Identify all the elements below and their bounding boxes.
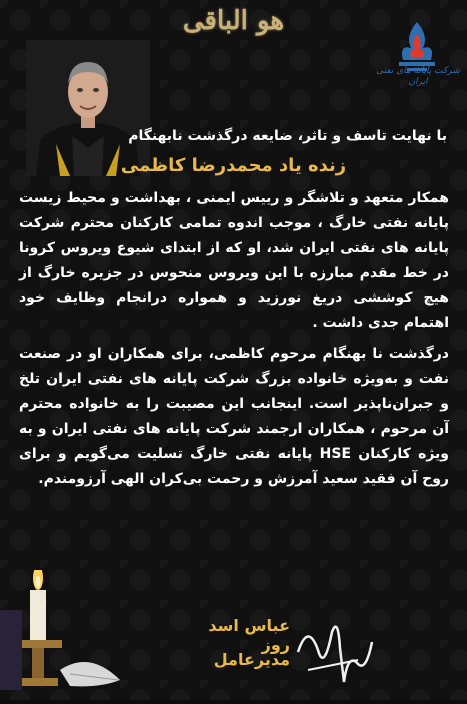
signer-name: عباس اسد روز — [208, 616, 290, 654]
announcement-body — [19, 186, 449, 498]
condolence-heading: با نهایت تاسف و تاثر، ضایعه درگذشت نابهنگام — [128, 128, 447, 144]
handwritten-signature — [288, 612, 378, 692]
candle-illustration — [0, 570, 140, 700]
body-paragraph: همکار متعهد و تلاشگر و رییس ایمنی ، بهداشت و محیط زیست پایانه نفتی خارگ ، موجب اندوه تمامی کارکنان محترم شرکت پایانه های نفتی ایران شد، او که از ابتدای شیوع ویروس کرونا در خط مقدم مبارزه با این ویروس منحوس در جزیره خارگ از هیچ کوششی دریغ نورزید و همواره درانجام وظایف خود اهتمام جدی داشت . — [19, 190, 449, 331]
company-logo-text: شرکت پایانه های نفتی ایران — [376, 66, 460, 87]
deceased-name: زنده یاد محمدرضا کاظمی — [120, 155, 347, 176]
signer-title: مدیرعامل — [213, 650, 290, 669]
body-paragraph: درگذشت نا بهنگام مرحوم کاظمی، برای همکاران او در صنعت نفت و بەویژه خانواده بزرگ شرکت پایانه های نفتی ایران تلخ و جبران‌ناپذیر است. اینجانب این مصیبت را به خانواده محترم آن مرحوم ، همکاران ارجمند شرکت پایانه های نفتی ایران و به ویژه کارکنان HSE پایانه نفتی خارگ تسلیت می‌گویم و برای روح آن فقید سعید آمرزش و رحمت بی‌کران الهی آرزومندم. — [19, 346, 450, 487]
header-calligraphy: هو الباقی — [182, 6, 285, 36]
company-logo — [377, 18, 457, 108]
